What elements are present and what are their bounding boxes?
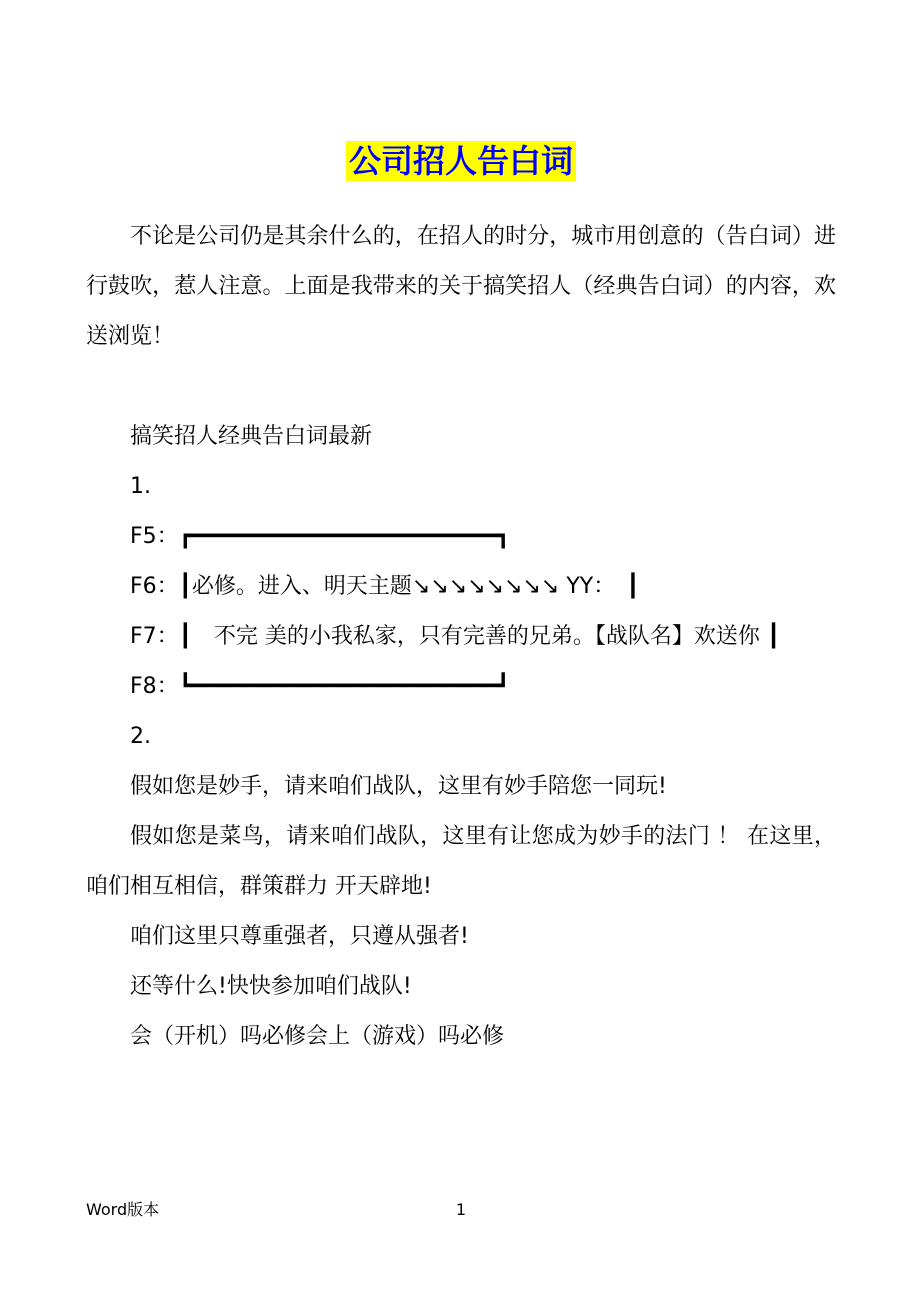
list-number-2: 2. xyxy=(130,724,151,749)
footer-page-number: 1 xyxy=(455,1200,467,1219)
intro-paragraph: 不论是公司仍是其余什么的，在招人的时分，城市用创意的（告白词）进行鼓吹，惹人注意。上面是我带来的关于搞笑招人（经典告白词）的内容，欢送浏览！ xyxy=(86,224,836,349)
body-paragraph-5: 会（开机）吗必修会上（游戏）吗必修 xyxy=(130,1024,505,1049)
ascii-box-line-f6: F6：┃必修。进入、明天主题↘↘↘↘↘↘↘↘ YY： ┃ xyxy=(130,574,640,599)
page-title-text: 公司招人告白词 xyxy=(346,141,576,181)
body-paragraph-2: 假如您是菜鸟，请来咱们战队，这里有让您成为妙手的法门 ！ 在这里，咱们相互相信，群策群力 开天辟地! xyxy=(86,824,836,899)
blank-line xyxy=(86,362,836,412)
ascii-box-top-line-f5: F5：┏━━━━━━━━━━━━━━━━━━━━━━━┓ xyxy=(130,524,510,549)
footer-version-label: Word版本 xyxy=(86,1200,160,1219)
document-body xyxy=(86,138,836,1062)
body-paragraph-4: 还等什么!快快参加咱们战队! xyxy=(130,974,412,999)
body-paragraph-1: 假如您是妙手，请来咱们战队，这里有妙手陪您一同玩! xyxy=(130,774,667,799)
ascii-box-bottom-line-f8: F8：┗━━━━━━━━━━━━━━━━━━━━━━━┛ xyxy=(130,674,510,699)
subtitle-line: 搞笑招人经典告白词最新 xyxy=(130,424,373,449)
list-number-1: 1. xyxy=(130,474,151,499)
body-paragraph-3: 咱们这里只尊重强者，只遵从强者! xyxy=(130,924,469,949)
ascii-box-line-f7: F7：┃ 不完 美的小我私家，只有完善的兄弟。【战队名】欢送你 ┃ xyxy=(130,624,781,649)
page-title xyxy=(86,138,836,184)
